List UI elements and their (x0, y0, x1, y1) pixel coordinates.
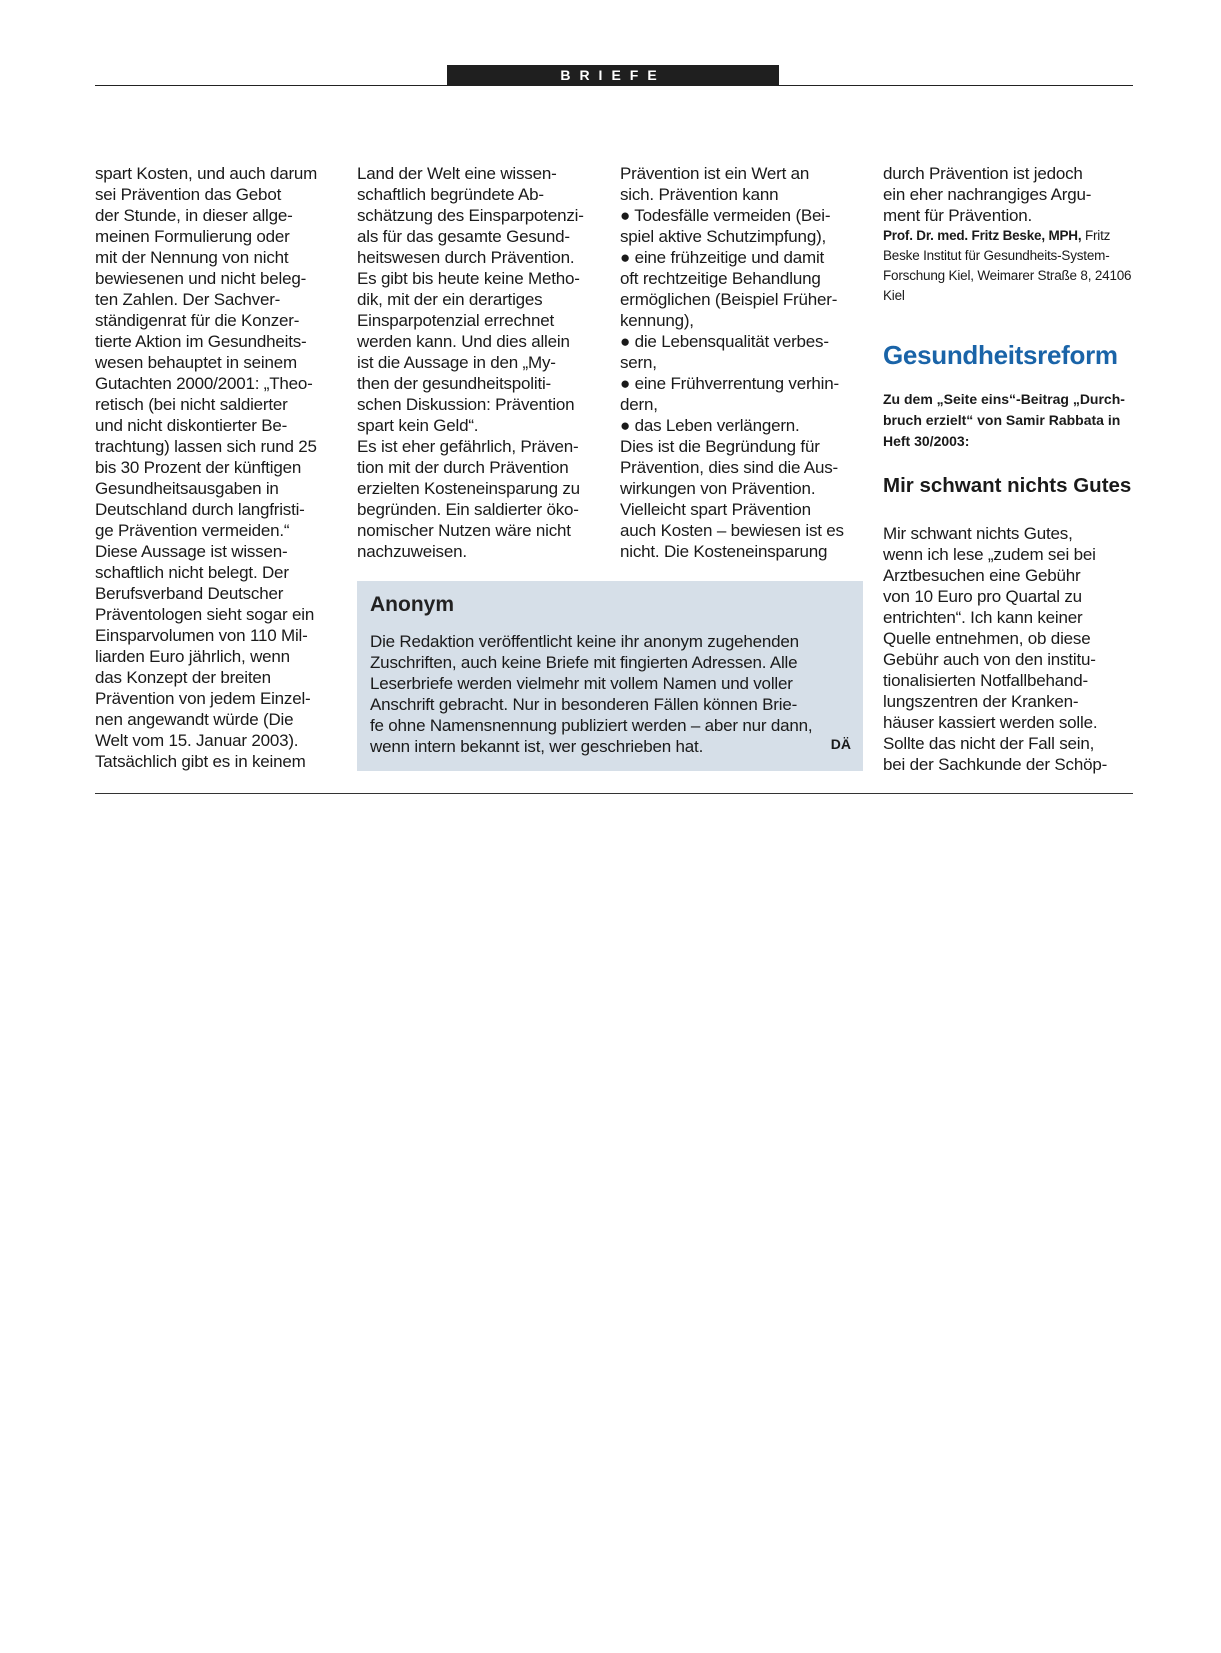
text-line: werden kann. Und dies allein (357, 332, 570, 351)
text-line: schaftlich nicht belegt. Der (95, 563, 289, 582)
text-line: nomischer Nutzen wäre nicht (357, 521, 571, 540)
author-affiliation-2: Forschung Kiel, Weimarer Straße 8, 24106 (883, 268, 1132, 283)
text-line: then der gesundheitspoliti- (357, 374, 552, 393)
text-line: Einsparpotenzial errechnet (357, 311, 555, 330)
text-line: oft rechtzeitige Behandlung (620, 269, 821, 288)
text-line: Es gibt bis heute keine Metho- (357, 269, 580, 288)
text-line: dik, mit der ein derartiges (357, 290, 543, 309)
anonym-body (370, 631, 852, 757)
text-line: entrichten“. Ich kann keiner (883, 608, 1083, 627)
text-line: und nicht diskontierter Be- (95, 416, 288, 435)
text-line: wesen behauptet in seinem (95, 353, 297, 372)
section-label: BRIEFE (447, 65, 779, 86)
text-line: wirkungen von Prävention. (620, 479, 816, 498)
text-column-1 (95, 163, 340, 772)
text-line: von 10 Euro pro Quartal zu (883, 587, 1082, 606)
text-line: Gebühr auch von den institu- (883, 650, 1096, 669)
text-line: sei Prävention das Gebot (95, 185, 282, 204)
text-line: ● Todesfälle vermeiden (Bei- (620, 206, 831, 225)
text-line: Zu dem „Seite eins“-Beitrag „Durch- (883, 391, 1125, 407)
text-line: nicht. Die Kosteneinsparung (620, 542, 828, 561)
text-line: Vielleicht spart Prävention (620, 500, 811, 519)
text-line: Sollte das nicht der Fall sein, (883, 734, 1095, 753)
text-line: auch Kosten – bewiesen ist es (620, 521, 844, 540)
text-line: Gesundheitsausgaben in (95, 479, 279, 498)
text-line: lungszentren der Kranken- (883, 692, 1079, 711)
letter-body (883, 523, 1133, 775)
text-line: Leserbriefe werden vielmehr mit vollem Namen und voller (370, 674, 793, 693)
author-name: Prof. Dr. med. Fritz Beske, MPH, (883, 228, 1082, 243)
text-line: Prävention ist ein Wert an (620, 164, 810, 183)
text-line: spart Kosten, und auch darum (95, 164, 318, 183)
text-line: tion mit der durch Prävention (357, 458, 569, 477)
text-line: Einsparvolumen von 110 Mil- (95, 626, 308, 645)
text-line: mit der Nennung von nicht (95, 248, 289, 267)
text-line: bis 30 Prozent der künftigen (95, 458, 302, 477)
text-line: bewiesenen und nicht beleg- (95, 269, 307, 288)
text-line: Mir schwant nichts Gutes, (883, 524, 1073, 543)
text-line: ● das Leben verlängern. (620, 416, 800, 435)
text-line: Heft 30/2003: (883, 433, 970, 449)
text-line: schaftlich begründete Ab- (357, 185, 544, 204)
text-line: nachzuweisen. (357, 542, 467, 561)
text-line: spart kein Geld“. (357, 416, 479, 435)
text-line: ● eine frühzeitige und damit (620, 248, 825, 267)
text-line: häuser kassiert werden solle. (883, 713, 1098, 732)
text-line: Quelle entnehmen, ob diese (883, 629, 1091, 648)
text-line: der Stunde, in dieser allge- (95, 206, 293, 225)
text-line: ten Zahlen. Der Sachver- (95, 290, 281, 309)
text-line: ist die Aussage in den „My- (357, 353, 556, 372)
text-column-2 (357, 163, 602, 562)
text-line: Prävention von jedem Einzel- (95, 689, 311, 708)
text-line: bruch erzielt“ von Samir Rabbata in (883, 412, 1121, 428)
text-line: tionalisierten Notfallbehand- (883, 671, 1088, 690)
text-line: liarden Euro jährlich, wenn (95, 647, 290, 666)
text-line: spiel aktive Schutzimpfung), (620, 227, 827, 246)
text-line: Prävention, dies sind die Aus- (620, 458, 838, 477)
text-line: das Konzept der breiten (95, 668, 271, 687)
text-line: ment für Prävention. (883, 206, 1033, 225)
author-affiliation-3: Kiel (883, 288, 905, 303)
text-line: Dies ist die Begründung für (620, 437, 820, 456)
text-column-4 (883, 163, 1133, 306)
text-line: Es ist eher gefährlich, Präven- (357, 437, 579, 456)
text-column-3 (620, 163, 865, 562)
text-line: Land der Welt eine wissen- (357, 164, 557, 183)
text-line: heitswesen durch Prävention. (357, 248, 575, 267)
text-line: als für das gesamte Gesund- (357, 227, 570, 246)
text-line: wenn intern bekannt ist, wer geschrieben hat. (370, 737, 704, 756)
text-line: ständigenrat für die Konzer- (95, 311, 300, 330)
text-line: sich. Prävention kann (620, 185, 779, 204)
text-line: Die Redaktion veröffentlicht keine ihr anonym zugehenden (370, 632, 799, 651)
text-line: Welt vom 15. Januar 2003). (95, 731, 299, 750)
author-affiliation-0: Fritz (1084, 228, 1111, 243)
text-line: erzielten Kosteneinsparung zu (357, 479, 580, 498)
footer-rule (95, 793, 1133, 794)
text-line: Gutachten 2000/2001: „Theo- (95, 374, 313, 393)
text-line: ein eher nachrangiges Argu- (883, 185, 1092, 204)
text-line: begründen. Ein saldierter öko- (357, 500, 579, 519)
text-line: Deutschland durch langfristi- (95, 500, 305, 519)
text-line: Diese Aussage ist wissen- (95, 542, 288, 561)
text-line: wenn ich lese „zudem sei bei (883, 545, 1096, 564)
text-line: ● die Lebensqualität verbes- (620, 332, 829, 351)
text-line: Arztbesuchen eine Gebühr (883, 566, 1081, 585)
text-line: Tatsächlich gibt es in keinem (95, 752, 306, 771)
text-line: ermöglichen (Beispiel Früher- (620, 290, 838, 309)
text-line: sern, (620, 353, 657, 372)
anonym-title: Anonym (370, 593, 454, 616)
text-line: Berufsverband Deutscher (95, 584, 284, 603)
text-line: dern, (620, 395, 658, 414)
author-signature (883, 226, 1133, 306)
text-line: nen angewandt würde (Die (95, 710, 294, 729)
text-line: ge Prävention vermeiden.“ (95, 521, 290, 540)
author-affiliation-1: Beske Institut für Gesundheits-System- (883, 248, 1110, 263)
text-line: Anschrift gebracht. Nur in besonderen Fällen können Brie- (370, 695, 798, 714)
col4-body (883, 163, 1133, 226)
text-line: tierte Aktion im Gesundheits- (95, 332, 307, 351)
text-line: trachtung) lassen sich rund 25 (95, 437, 317, 456)
text-line: schätzung des Einsparpotenzi- (357, 206, 584, 225)
text-line: schen Diskussion: Prävention (357, 395, 575, 414)
text-line: Zuschriften, auch keine Briefe mit fingierten Adressen. Alle (370, 653, 798, 672)
letter-heading: Mir schwant nichts Gutes (883, 474, 1132, 497)
anonym-notice-box (357, 581, 863, 771)
text-line: bei der Sachkunde der Schöp- (883, 755, 1108, 774)
text-line: meinen Formulierung oder (95, 227, 290, 246)
text-line: durch Prävention ist jedoch (883, 164, 1083, 183)
text-line: kennung), (620, 311, 694, 330)
article-reference (883, 389, 1133, 452)
topic-heading: Gesundheitsreform (883, 340, 1118, 370)
anonym-signature: DÄ (830, 736, 851, 752)
text-line: retisch (bei nicht saldierter (95, 395, 288, 414)
text-line: ● eine Frühverrentung verhin- (620, 374, 839, 393)
text-line: Präventologen sieht sogar ein (95, 605, 315, 624)
text-line: fe ohne Namensnennung publiziert werden – aber nur dann, (370, 716, 813, 735)
